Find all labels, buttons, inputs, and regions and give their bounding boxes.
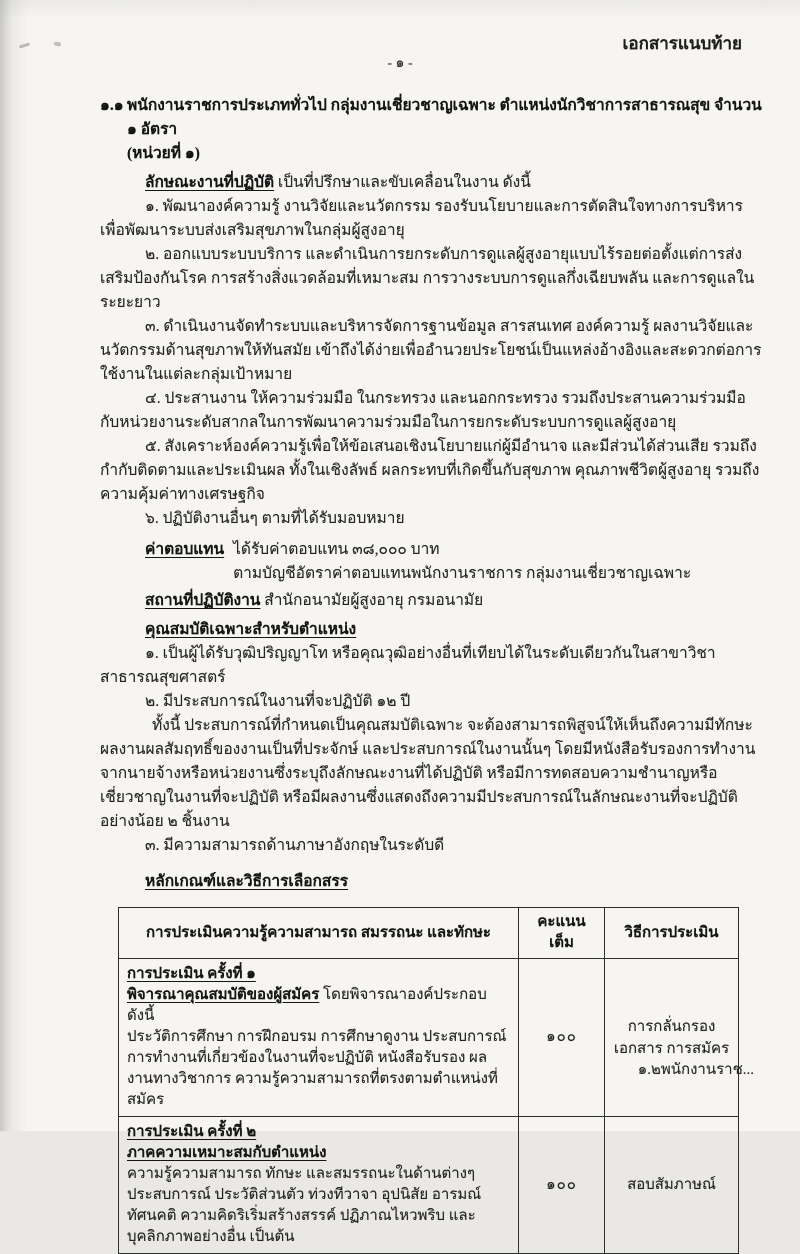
duty-item-number: ๔. bbox=[145, 390, 161, 407]
assessment-detail: ความรู้ความสามารถ ทักษะ และสมรรถนะในด้านต่างๆ ประสบการณ์ ประวัติส่วนตัว ท่วงทีวาจา อุปนิสัย อารมณ์ ทัศนคติ ความคิดริเริ่มสร้างสรรค์ ปฏิภาณไหวพริบ และบุคลิกภาพอย่างอื่น เป็นต้น bbox=[127, 1166, 482, 1245]
duty-item-text: สังเคราะห์องค์ความรู้เพื่อให้ข้อเสนอเชิงนโยบายแก่ผู้มีอำนาจ และมีส่วนได้ส่วนเสีย รวมถึงกำกับติดตามและประเมินผล ทั้งในเชิงลัพธ์ ผลกระทบที่เกิดขึ้นกับสุขภาพ คุณภาพชีวิตผู้สูงอายุ รวมถึงความคุ้มค่าทางเศรษฐกิจ bbox=[100, 438, 760, 503]
duty-item-text: ดำเนินงานจัดทำระบบและบริหารจัดการฐานข้อมูล สารสนเทศ องค์ความรู้ ผลงานวิจัยและนวัตกรรมด้านสุขภาพให้ทันสมัย เข้าถึงได้ง่ายเพื่ออำนวยประโยชน์เป็นแหล่งอ้างอิงและสะดวกต่อการใช้งานในแต่ละกลุ่มเป้าหมาย bbox=[100, 318, 762, 383]
qualification-item-text: เป็นผู้ได้รับวุฒิปริญญาโท หรือคุณวุฒิอย่างอื่นที่เทียบได้ในระดับเดียวกันในสาขาวิชาสาธารณสุขศาสตร์ bbox=[100, 645, 716, 686]
qualification-item bbox=[100, 642, 762, 690]
duty-item-text: ปฏิบัติงานอื่นๆ ตามที่ได้รับมอบหมาย bbox=[162, 510, 405, 527]
qualification-item-text: มีประสบการณ์ในงานที่จะปฏิบัติ ๑๒ ปี bbox=[162, 693, 411, 710]
page-number: - ๑ - bbox=[387, 56, 413, 71]
duty-item-text: พัฒนาองค์ความรู้ งานวิจัยและนวัตกรรม รองรับนโยบายและการตัดสินใจทางการบริหาร เพื่อพัฒนาระบบส่งเสริมสุขภาพในกลุ่มผู้สูงอายุ bbox=[100, 198, 743, 239]
qualification-item bbox=[100, 834, 762, 858]
position-heading bbox=[100, 94, 762, 166]
heading-number: ๑.๑ bbox=[100, 97, 124, 114]
compensation-label: ค่าตอบแทน bbox=[145, 541, 225, 558]
duties-label: ลักษณะงานที่ปฏิบัติ bbox=[145, 174, 275, 191]
assessment-lead: พิจารณาคุณสมบัติของผู้สมัคร bbox=[127, 987, 320, 1003]
qualification-item-number: ๒. bbox=[145, 693, 160, 710]
selection-heading: หลักเกณฑ์และวิธีการเลือกสรร bbox=[145, 873, 349, 890]
workplace-text: สำนักอนามัยผู้สูงอายุ กรมอนามัย bbox=[264, 592, 484, 609]
duty-item bbox=[100, 243, 762, 315]
method-value: การกลั่นกรองเอกสาร การสมัคร bbox=[605, 959, 739, 1117]
table-row bbox=[119, 959, 739, 1117]
column-header-score: คะแนนเต็ม bbox=[519, 908, 605, 959]
heading-subtitle: (หน่วยที่ ๑) bbox=[127, 145, 200, 162]
section-qualifications bbox=[100, 618, 762, 858]
duty-item-number: ๖. bbox=[145, 510, 159, 527]
assessment-detail: ประวัติการศึกษา การฝึกอบรม การศึกษาดูงาน ประสบการณ์การทำงานที่เกี่ยวข้องในงานที่จะปฏิบัติ หนังสือรับรอง ผลงานทางวิชาการ ความรู้ความสามารถที่ตรงตามตำแหน่งที่สมัคร bbox=[127, 1029, 507, 1108]
document-label: เอกสารแนบท้าย bbox=[622, 34, 742, 53]
score-value: ๑๐๐ bbox=[519, 959, 605, 1117]
table-header-row bbox=[119, 908, 739, 959]
table-row bbox=[119, 1117, 739, 1254]
duty-item bbox=[100, 387, 762, 435]
qualification-item-number: ๓. bbox=[145, 837, 160, 854]
qualification-item bbox=[100, 690, 762, 714]
duty-item-number: ๒. bbox=[145, 246, 160, 263]
assessment-round-title: การประเมิน ครั้งที่ ๑ bbox=[127, 966, 256, 982]
qualifications-heading: คุณสมบัติเฉพาะสำหรับตำแหน่ง bbox=[145, 621, 357, 638]
column-header-assessment: การประเมินความรู้ความสามารถ สมรรถนะ และทักษะ bbox=[119, 908, 519, 959]
duty-item-number: ๓. bbox=[145, 318, 160, 335]
duty-item-number: ๑. bbox=[145, 198, 159, 215]
heading-title: พนักงานราชการประเภททั่วไป กลุ่มงานเชี่ยวชาญเฉพาะ ตำแหน่งนักวิชาการสาธารณสุข จำนวน ๑ อัตรา bbox=[127, 97, 762, 138]
assessment-round-title: การประเมิน ครั้งที่ ๒ bbox=[127, 1124, 257, 1140]
section-workplace bbox=[145, 589, 762, 613]
compensation-basis: ตามบัญชีอัตราค่าตอบแทนพนักงานราชการ กลุ่มงานเชี่ยวชาญเฉพาะ bbox=[233, 565, 692, 582]
duty-item bbox=[100, 507, 762, 531]
assessment-lead-rest: โดยพิจารณาองค์ประกอบ ดังนี้ bbox=[127, 987, 487, 1024]
score-value: ๑๐๐ bbox=[519, 1117, 605, 1254]
assessment-lead: ภาคความเหมาะสมกับตำแหน่ง bbox=[127, 1145, 327, 1161]
section-compensation bbox=[145, 538, 762, 586]
section-duties bbox=[100, 171, 762, 531]
continuation-note: ๑.๒พนักงานราช... bbox=[637, 1062, 754, 1078]
duties-intro-line bbox=[100, 171, 762, 195]
method-value: สอบสัมภาษณ์ bbox=[605, 1117, 739, 1254]
duty-item-number: ๕. bbox=[145, 438, 161, 455]
qualification-item-text: มีความสามารถด้านภาษาอังกฤษในระดับดี bbox=[163, 837, 445, 854]
qualification-item-number: ๑. bbox=[145, 645, 159, 662]
duties-intro-text: เป็นที่ปรึกษาและขับเคลื่อนในงาน ดังนี้ bbox=[277, 174, 531, 191]
duty-item bbox=[100, 195, 762, 243]
duty-item-text: ประสานงาน ให้ความร่วมมือ ในกระทรวง และนอกกระทรวง รวมถึงประสานความร่วมมือกับหน่วยงานระดับสากลในการพัฒนาความร่วมมือในการยกระดับระบบการดูแลผู้สูงอายุ bbox=[100, 390, 746, 431]
column-header-method: วิธีการประเมิน bbox=[605, 908, 739, 959]
duty-item-text: ออกแบบระบบบริการ และดำเนินการยกระดับการดูแลผู้สูงอายุแบบไร้รอยต่อตั้งแต่การส่งเสริมป้องกันโรค การสร้างสิ่งแวดล้อมที่เหมาะสม การวางระบบการดูแลกึ่งเฉียบพลัน และการดูแลในระยะยาว bbox=[100, 246, 755, 311]
workplace-label: สถานที่ปฏิบัติงาน bbox=[145, 592, 261, 609]
duty-item bbox=[100, 435, 762, 507]
compensation-amount: ได้รับค่าตอบแทน ๓๘,๐๐๐ บาท bbox=[233, 541, 440, 558]
qualification-note: ทั้งนี้ ประสบการณ์ที่กำหนดเป็นคุณสมบัติเฉพาะ จะต้องสามารถพิสูจน์ให้เห็นถึงความมีทักษะ ผลงานผลสัมฤทธิ์ของงานเป็นที่ประจักษ์ และประสบการณ์ในงานนั้นๆ โดยมีหนังสือรับรองการทำงานจากนายจ้างหรือหน่วยงานซึ่งระบุถึงลักษณะงานที่ได้ปฏิบัติ หรือมีการทดสอบความชำนาญหรือเชี่ยวชาญในงานที่จะปฏิบัติ หรือมีผลงานซึ่งแสดงถึงความมีประสบการณ์ในลักษณะงานที่จะปฏิบัติอย่างน้อย ๒ ชิ้นงาน bbox=[100, 717, 756, 830]
duty-item bbox=[100, 315, 762, 387]
